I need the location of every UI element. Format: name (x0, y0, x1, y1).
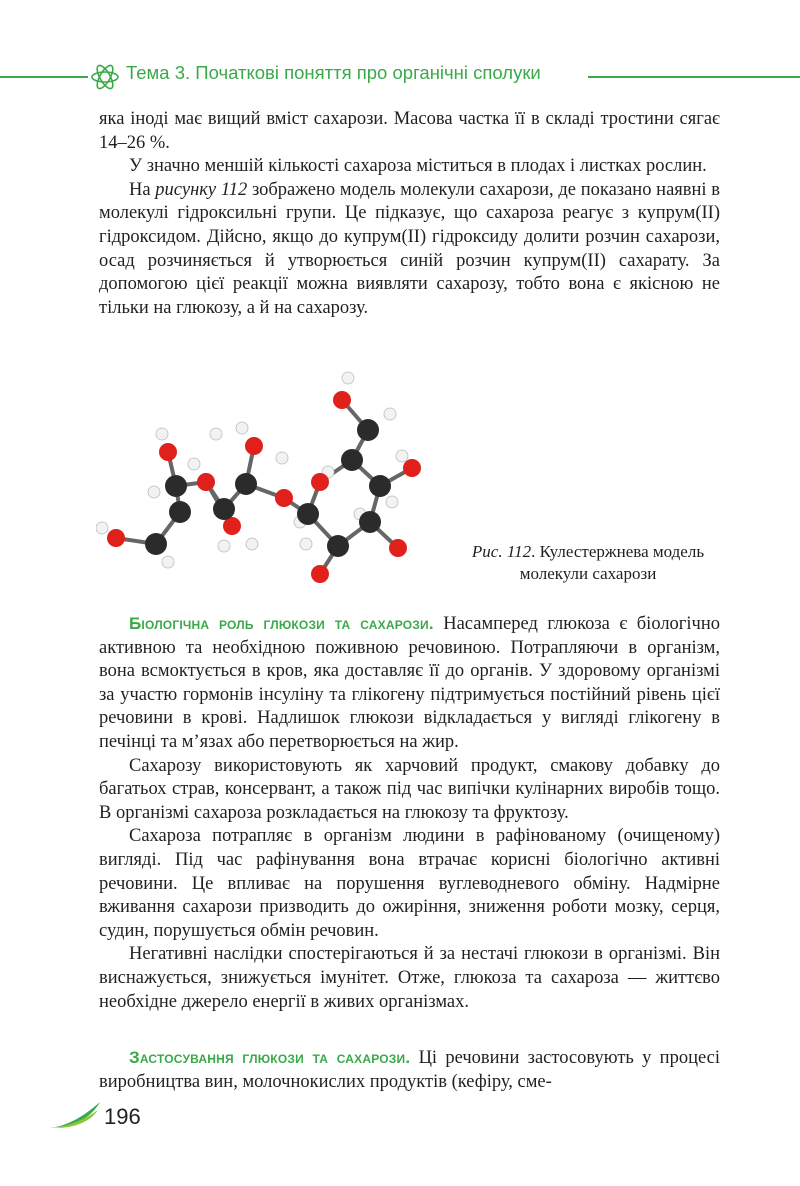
paragraph-rest: зображено модель молекули сахарози, де показано наявні в молекулі гідроксильні групи. Це підказує, що сахароза реагує з купрум(II) гідроксидом. Дійсно, якщо до купрум(II) гідроксиду долити розчин сахарози, осад розчиняється й утворюється синій розчин купрум(II) сахарату. За допомогою цієї реакції можна виявляти сахарозу, тобто вона є якісною не тільки на глюкозу, а й на сахарозу. (99, 179, 721, 318)
figure-number: Рис. 112 (471, 542, 532, 561)
paragraph: Сахарозу використовують як харчовий продукт, смакову добавку до багатьох страв, консервант, а також під час випічки кулінарних виробів тощо. В організмі сахароза розкладається на глюкозу та фруктозу. (99, 755, 720, 823)
chapter-title: Тема 3. Початкові поняття про органічні сполуки (126, 62, 541, 83)
section-heading: Біологічна роль глюкози та сахарози. (129, 614, 434, 633)
paragraph: Сахароза потрапляє в організм людини в рафінованому (очищеному) вигляді. Під час рафінування вона втрачає корисні біологічно активні речовини. Це впливає на порушення вуглеводневого обміну. Надмірне вживання сахарози призводить до ожиріння, зниження роботи мозку, серця, судин, порушується обмін речовин. (99, 826, 720, 941)
page-number: 196 (104, 1104, 141, 1129)
header-rule-left (0, 76, 88, 78)
paragraph: У значно меншій кількості сахароза міститься в плодах і листках рослин. (129, 156, 707, 177)
paragraph (99, 1046, 720, 1094)
green-leaf-icon (48, 1100, 102, 1130)
paragraph-start: На (129, 179, 156, 200)
header-rule-right (588, 76, 800, 78)
paragraph (99, 612, 720, 755)
paragraph-rest: Ці речовини застосовують у процесі виробництва вин, молочнокислих продуктів (кефіру, сме- (99, 1048, 720, 1092)
paragraph-rest: Насамперед глюкоза є біологічно активною та необхідною поживною речовиною. Потрапляючи в організм, вона всмоктується в кров, яка доставляє її до органів. У здоровому організмі за участю гормонів інсуліну та глікогену підтримується постійний рівень цієї речовини в крові. Надлишок глюкози відкладається у вигляді глікогену в печінці та м’язах або перетворюється на жир. (99, 614, 720, 752)
biology-section (99, 612, 720, 1014)
figure-caption (448, 541, 728, 585)
paragraph (99, 179, 720, 321)
top-text-block (99, 108, 720, 320)
paragraph: Негативні наслідки спостерігаються й за нестачі глюкози в організмі. Він виснажується, знижується імунітет. Отже, глюкоза та сахароза — життєво необхідне джерело енергії в живих організмах. (99, 944, 720, 1012)
sucrose-molecule-model (96, 364, 446, 592)
figure-reference: рисунку 112 (155, 179, 248, 200)
paragraph: яка іноді має вищий вміст сахарози. Масова частка її в складі тростини сягає 14–26 %. (99, 109, 720, 153)
figure-caption-text: . Кулестержнева модель молекули сахарози (519, 542, 705, 583)
application-section (99, 1046, 720, 1094)
molecule-flower-icon (88, 62, 122, 92)
section-heading: Застосування глюкози та сахарози. (129, 1048, 411, 1067)
